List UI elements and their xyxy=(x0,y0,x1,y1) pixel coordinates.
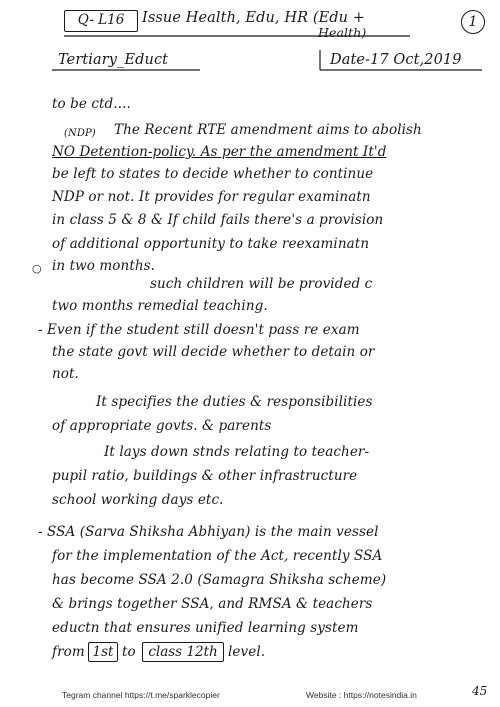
topic-label: Tertiary_Educt xyxy=(58,52,169,68)
line-ndp-or-not: NDP or not. It provides for regular examinatn xyxy=(52,189,371,205)
page-circle-number: 1 xyxy=(461,10,485,34)
line-from: from xyxy=(52,644,85,660)
footer-telegram: Tegram channel https://t.me/sparklecopier xyxy=(62,690,220,700)
line-implementation: for the implementation of the Act, recently SSA xyxy=(52,548,383,564)
line-appropriate-govts: of appropriate govts. & parents xyxy=(52,418,272,434)
line-level: level. xyxy=(228,644,266,660)
line-ssa: - SSA (Sarva Shiksha Abhiyan) is the main vessel xyxy=(38,524,379,540)
first-class-box: 1st xyxy=(88,642,118,662)
line-such-children: such children will be provided c xyxy=(150,276,373,292)
line-no-detention: NO Detention-policy. As per the amendment It'd xyxy=(52,144,387,160)
line-additional-opportunity: of additional opportunity to take reexaminatn xyxy=(52,236,370,252)
line-not: not. xyxy=(52,366,79,382)
line-left-to-states: be left to states to decide whether to continue xyxy=(52,166,374,182)
line-remedial-teaching: two months remedial teaching. xyxy=(52,298,268,314)
margin-mark: ○ xyxy=(32,262,42,275)
date-label: Date-17 Oct,2019 xyxy=(330,52,462,68)
subject-title: Issue Health, Edu, HR (Edu + xyxy=(142,10,366,26)
line-school-working-days: school working days etc. xyxy=(52,492,224,508)
question-code-box: Q- L16 xyxy=(64,10,138,32)
line-to: to xyxy=(122,644,136,660)
line-two-months: in two months. xyxy=(52,258,156,274)
line-state-govt: the state govt will decide whether to detain or xyxy=(52,344,375,360)
class-12-box: class 12th xyxy=(142,642,224,662)
subject-title-cont: Health) xyxy=(318,25,367,40)
line-ssa-2: has become SSA 2.0 (Samagra Shiksha scheme) xyxy=(52,572,387,588)
line-even-if: - Even if the student still doesn't pass re exam xyxy=(38,322,360,338)
line-specifies-duties: It specifies the duties & responsibilities xyxy=(96,394,373,410)
line-ndp-note: (NDP) xyxy=(64,128,96,139)
page-number: 45 xyxy=(472,684,488,698)
line-pupil-ratio: pupil ratio, buildings & other infrastructure xyxy=(52,468,358,484)
line-brings-together: & brings together SSA, and RMSA & teachers xyxy=(52,596,373,612)
line-rte-amendment: The Recent RTE amendment aims to abolish xyxy=(114,122,422,138)
line-lays-down: It lays down stnds relating to teacher- xyxy=(104,444,370,460)
line-class-5-8: in class 5 & 8 & If child fails there's a provision xyxy=(52,212,384,228)
line-unified-learning: eductn that ensures unified learning system xyxy=(52,620,359,636)
footer-website: Website : https://notesindia.in xyxy=(306,690,417,700)
line-to-be-ctd: to be ctd.... xyxy=(52,96,131,112)
